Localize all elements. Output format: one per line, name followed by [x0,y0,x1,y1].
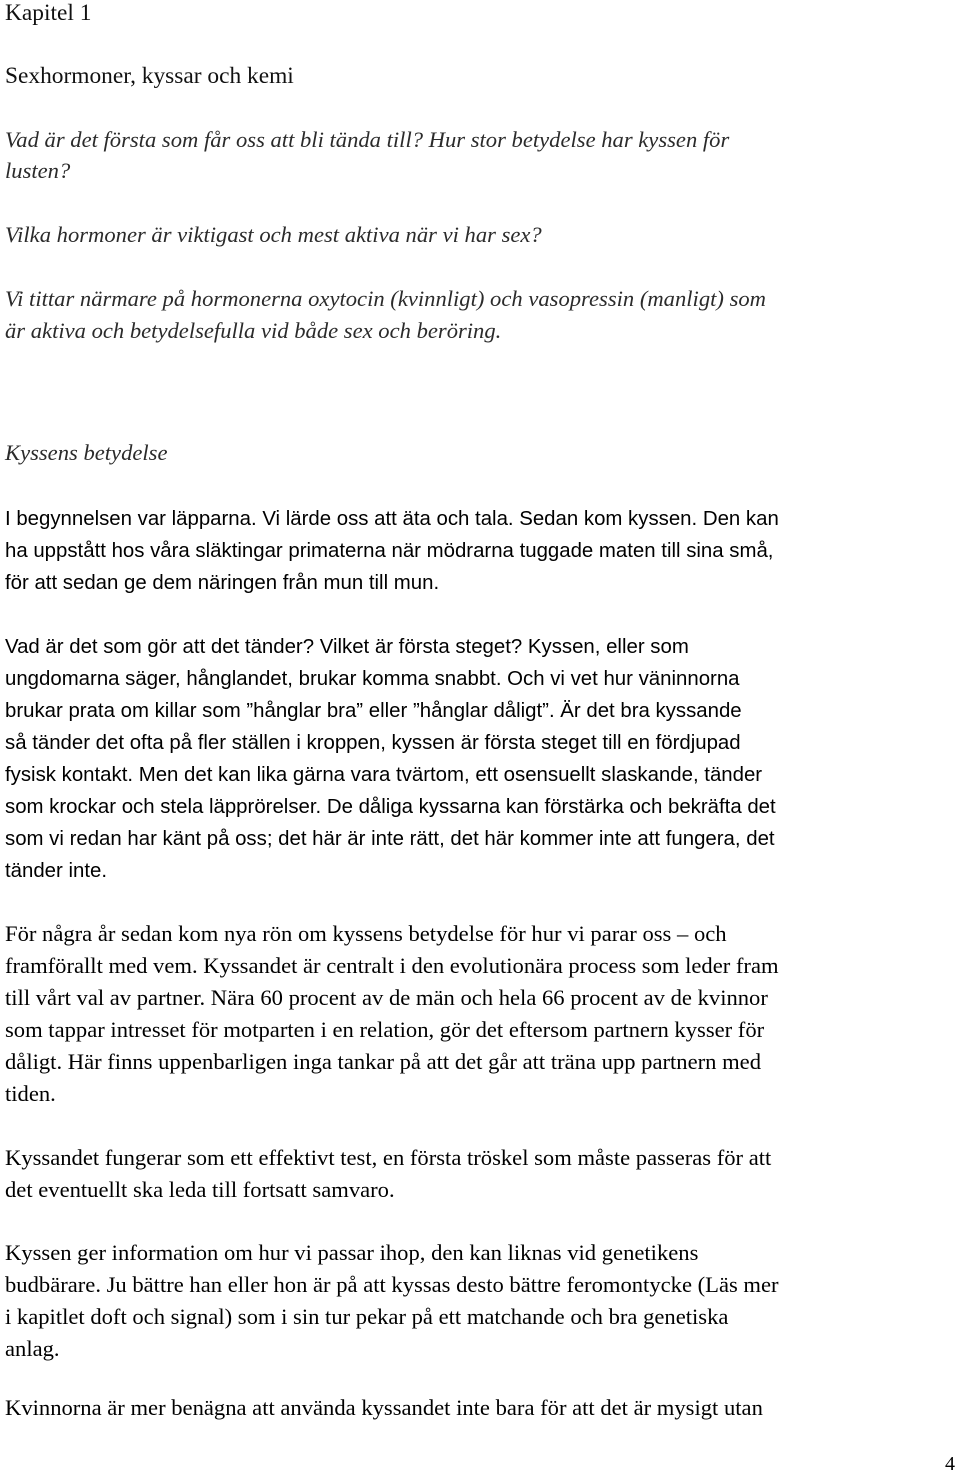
chapter-title: Sexhormoner, kyssar och kemi [5,63,294,89]
para2-line-4: så tänder det ofta på fler ställen i kroppen, kyssen är första steget till en fördjupad [5,732,741,754]
para1-line-2: ha uppstått hos våra släktingar primaterna när mödrarna tuggade maten till sina små, [5,540,774,562]
para5-line-4: anlag. [5,1336,60,1361]
intro-question-1-line-1: Vad är det första som får oss att bli tända till? Hur stor betydelse har kyssen för [5,127,730,152]
para5-line-1: Kyssen ger information om hur vi passar ihop, den kan liknas vid genetikens [5,1240,699,1265]
para2-line-7: som vi redan har känt på oss; det här är inte rätt, det här kommer inte att fungera, det [5,828,775,850]
intro-paragraph-line-2: är aktiva och betydelsefulla vid både sex och beröring. [5,318,502,343]
para3-line-6: tiden. [5,1081,56,1106]
para2-line-5: fysisk kontakt. Men det kan lika gärna vara tvärtom, ett osensuellt slaskande, tänder [5,764,763,786]
para2-line-8: tänder inte. [5,860,108,882]
para5-line-2: budbärare. Ju bättre han eller hon är på att kyssas desto bättre feromontycke (Läs mer [5,1272,779,1297]
para2-line-3: brukar prata om killar som ”hånglar bra” eller ”hånglar dåligt”. Är det bra kyssande [5,700,742,722]
para3-line-2: framförallt med vem. Kyssandet är centralt i den evolutionära process som leder fram [5,953,779,978]
para2-line-2: ungdomarna säger, hånglandet, brukar komma snabbt. Och vi vet hur väninnorna [5,668,740,690]
section-heading: Kyssens betydelse [5,440,168,465]
para4-line-2: det eventuellt ska leda till fortsatt samvaro. [5,1177,395,1202]
para3-line-5: dåligt. Här finns uppenbarligen inga tankar på att det går att träna upp partnern med [5,1049,761,1074]
para3-line-1: För några år sedan kom nya rön om kyssens betydelse för hur vi parar oss – och [5,921,727,946]
para6-line-1: Kvinnorna är mer benägna att använda kyssandet inte bara för att det är mysigt utan [5,1395,763,1420]
para3-line-4: som tappar intresset för motparten i en relation, gör det eftersom partnern kysser för [5,1017,765,1042]
para1-line-3: för att sedan ge dem näringen från mun till mun. [5,572,440,594]
intro-paragraph-line-1: Vi tittar närmare på hormonerna oxytocin (kvinnligt) och vasopressin (manligt) som [5,286,766,311]
para2-line-6: som krockar och stela läpprörelser. De dåliga kyssarna kan förstärka och bekräfta det [5,796,776,818]
intro-question-2: Vilka hormoner är viktigast och mest aktiva när vi har sex? [5,222,542,247]
para3-line-3: till vårt val av partner. Nära 60 procent av de män och hela 66 procent av de kvinnor [5,985,768,1010]
chapter-label: Kapitel 1 [5,0,92,26]
para4-line-1: Kyssandet fungerar som ett effektivt test, en första tröskel som måste passeras för att [5,1145,772,1170]
para1-line-1: I begynnelsen var läpparna. Vi lärde oss att äta och tala. Sedan kom kyssen. Den kan [5,508,779,530]
intro-question-1-line-2: lusten? [5,158,71,183]
page-number: 4 [945,1453,955,1475]
para5-line-3: i kapitlet doft och signal) som i sin tur pekar på ett matchande och bra genetiska [5,1304,729,1329]
para2-line-1: Vad är det som gör att det tänder? Vilket är första steget? Kyssen, eller som [5,636,689,658]
